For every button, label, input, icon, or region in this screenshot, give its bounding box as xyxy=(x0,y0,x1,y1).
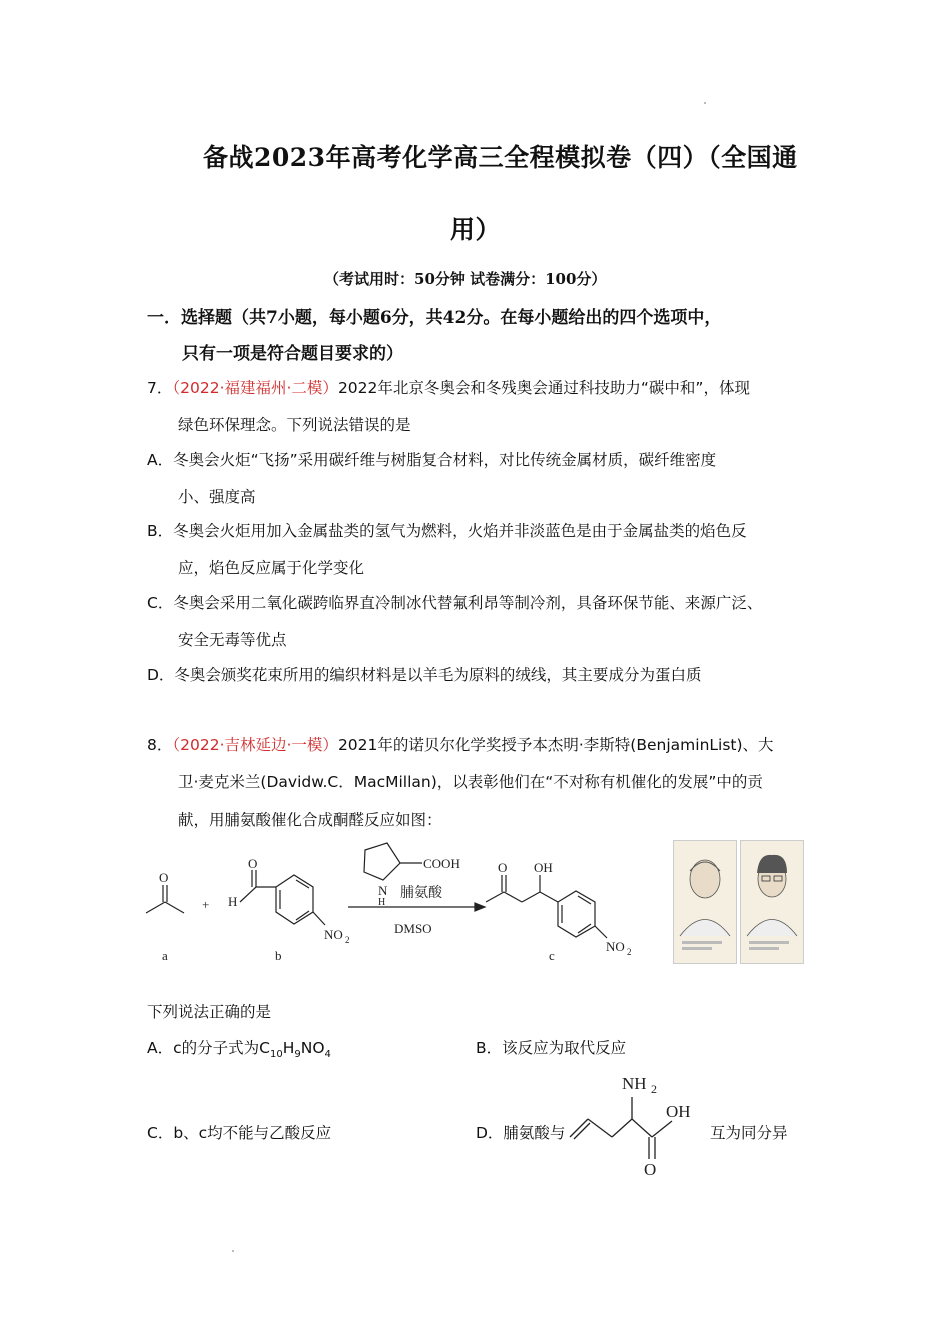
q8-stem-cont1: 卫·麦克米兰(Davidw.C．MacMillan)，以表彰他们在“不对称有机催化的发展”中的贡 xyxy=(178,773,763,791)
scheme-label-b: b xyxy=(275,948,282,963)
scheme-solvent: DMSO xyxy=(394,921,432,936)
q8-stem-cont2: 献，用脯氨酸催化合成酮醛反应如图： xyxy=(178,811,442,829)
scheme-b-h: H xyxy=(228,894,238,909)
q7-option-c-cont: 安全无毒等优点 xyxy=(178,631,287,649)
doc-title-line2: 用） xyxy=(450,215,502,244)
scheme-catalyst: 脯氨酸 xyxy=(400,886,442,901)
q8-stem-text: 2021年的诺贝尔化学奖授予本杰明·李斯特(BenjaminList)、大 xyxy=(337,736,774,754)
struct-oh: OH xyxy=(666,1102,691,1121)
scheme-c-no: NO xyxy=(606,939,625,954)
scheme-b-no: NO xyxy=(324,927,343,942)
q7-stem-text: 2022年北京冬奥会和冬残奥会通过科技助力“碳中和”，体现 xyxy=(337,379,750,397)
scheme-proline-cooh: COOH xyxy=(423,856,460,871)
q8-option-b: B．该反应为取代反应 xyxy=(476,1039,627,1057)
struct-nh-sub: 2 xyxy=(651,1082,657,1096)
q8-number: 8． xyxy=(147,736,173,754)
reaction-scheme xyxy=(140,835,670,970)
q7-stem-cont: 绿色环保理念。下列说法错误的是 xyxy=(178,416,411,434)
scheme-proline-h: H xyxy=(378,897,386,908)
q8-option-c: C．b、c均不能与乙酸反应 xyxy=(147,1124,332,1142)
q7-option-a-cont: 小、强度高 xyxy=(178,488,256,506)
q8-source: （2022·吉林延边·一模） xyxy=(172,736,338,754)
exam-meta: （考试用时：50分钟 试卷满分：100分） xyxy=(324,270,607,288)
scheme-a-o: O xyxy=(159,870,169,885)
q7-option-d: D．冬奥会颁奖花束所用的编织材料是以羊毛为原料的绒线，其主要成分为蛋白质 xyxy=(147,666,702,684)
q7-option-c: C．冬奥会采用二氧化碳跨临界直冷制冰代替氟利昂等制冷剂，具备环保节能、来源广泛、 xyxy=(147,594,763,612)
q7-number: 7． xyxy=(147,379,173,397)
scheme-label-c: c xyxy=(549,948,555,963)
q8-option-d-cont: 互为同分异 xyxy=(710,1124,788,1142)
q8-question: 下列说法正确的是 xyxy=(147,1003,272,1021)
option-d-structure xyxy=(568,1065,708,1180)
q7-option-a: A．冬奥会火炬“飞扬”采用碳纤维与树脂复合材料，对比传统金属材质，碳纤维密度 xyxy=(147,451,717,469)
artifact-dot xyxy=(704,102,706,104)
section-heading-cont: 只有一项是符合题目要求的） xyxy=(182,344,403,364)
scheme-c-o: O xyxy=(498,860,508,875)
scheme-b-no-sub: 2 xyxy=(345,935,350,945)
doc-title-line1: 备战2023年高考化学高三全程模拟卷（四）（全国通 xyxy=(203,143,798,172)
scheme-proline-n: N xyxy=(378,883,388,898)
scheme-c-oh: OH xyxy=(534,860,553,875)
q7-option-b-cont: 应，焰色反应属于化学变化 xyxy=(178,559,365,577)
struct-nh: NH xyxy=(622,1074,647,1093)
scheme-c-no-sub: 2 xyxy=(627,947,632,957)
scheme-b-o: O xyxy=(248,856,258,871)
struct-o: O xyxy=(644,1160,657,1179)
artifact-dot xyxy=(232,1250,234,1252)
q7-option-b: B．冬奥会火炬用加入金属盐类的氢气为燃料，火焰并非淡蓝色是由于金属盐类的焰色反 xyxy=(147,522,747,540)
scheme-label-a: a xyxy=(162,948,168,963)
section-heading: 一．选择题（共7小题，每小题6分，共42分。在每小题给出的四个选项中， xyxy=(147,308,722,328)
q7-source: （2022·福建福州·二模） xyxy=(172,379,338,397)
portrait-david-macmillan xyxy=(740,840,804,964)
portrait-benjamin-list xyxy=(673,840,737,964)
q8-option-d: D．脯氨酸与 xyxy=(476,1124,566,1142)
scheme-plus: + xyxy=(202,897,210,912)
q8-stem xyxy=(147,733,774,755)
q7-stem xyxy=(147,376,750,398)
q8-option-a: A．c的分子式为$C_{10}H_9NO_4$ xyxy=(147,1039,331,1061)
